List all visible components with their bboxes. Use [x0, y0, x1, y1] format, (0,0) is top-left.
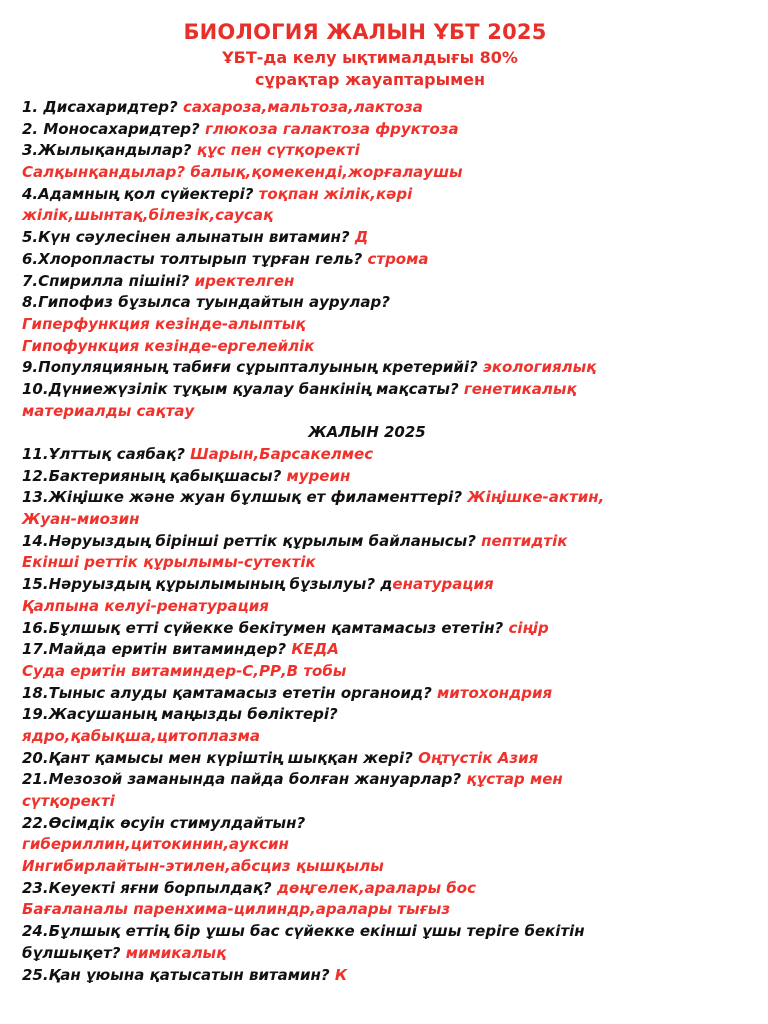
answer-text: мимикалық — [125, 943, 227, 962]
question-text: 5.Күн сәулесінен алынатын витамин? — [22, 228, 355, 247]
qa-line — [22, 357, 742, 379]
qa-line — [22, 791, 742, 813]
question-text: 3.Жылықандылар? — [22, 141, 197, 160]
qa-line — [22, 596, 742, 618]
answer-text: Бағаланалы паренхима-цилиндр,аралары тығыз — [22, 900, 451, 919]
qa-line — [22, 943, 742, 965]
qa-line — [22, 878, 742, 900]
answer-text: Жуан-миозин — [22, 510, 140, 529]
answer-text: Ингибирлайтын-этилен,абсциз қышқылы — [22, 857, 384, 876]
qa-line — [22, 487, 742, 509]
question-text: 22.Өсімдік өсуін стимулдайтын? — [22, 813, 306, 832]
qa-line — [22, 509, 742, 531]
qa-line — [22, 574, 742, 596]
qa-line — [22, 227, 742, 249]
qa-line — [22, 162, 742, 184]
answer-text: тоқпан жілік,кәрі — [258, 184, 413, 203]
answer-text: КЕДА — [291, 640, 339, 659]
section-title: ЖАЛЫН 2025 — [308, 423, 426, 442]
answer-text: Шарын,Барсакелмес — [190, 445, 374, 463]
qa-line — [22, 639, 742, 661]
document-title: БИОЛОГИЯ ЖАЛЫН ҰБТ 2025 — [183, 20, 547, 44]
qa-line — [22, 379, 742, 401]
qa-line — [22, 813, 742, 835]
qa-line — [22, 618, 742, 640]
question-text: 7.Спирилла пішіні? — [22, 271, 195, 290]
question-text: 19.Жасушаның маңызды бөліктері? — [22, 705, 338, 724]
answer-text: генетикалық — [463, 379, 577, 398]
answer-text: ядро,қабықша,цитоплазма — [22, 726, 260, 745]
qa-line — [22, 444, 742, 466]
answer-text: материалды сақтау — [22, 401, 195, 420]
question-text: 12.Бактерияның қабықшасы? — [22, 466, 287, 485]
question-text: 2. Моносахаридтер? — [22, 119, 205, 138]
qa-line — [22, 552, 742, 574]
answer-text: К — [334, 965, 348, 984]
question-text: 23.Кеуекті яғни борпылдақ? — [22, 878, 277, 897]
question-text: 1. Дисахаридтер? — [22, 98, 183, 116]
answer-text: Гипофункция кезінде-ергелейлік — [22, 336, 315, 355]
qa-line — [22, 856, 742, 878]
question-text: 15.Нәруыздың құрылымының бұзылуы? д — [22, 575, 393, 594]
answer-text: енатурация — [392, 575, 494, 594]
qa-line — [22, 531, 742, 553]
document-subtitle-probability: ҰБТ-да келу ықтималдығы 80% — [222, 48, 518, 67]
question-text: 24.Бұлшық еттің бір ұшы бас сүйекке екінші ұшы теріге бекітін — [22, 922, 585, 941]
qa-line — [22, 661, 742, 683]
qa-line — [22, 726, 742, 748]
qa-line — [22, 119, 742, 141]
question-text: 17.Майда еритін витаминдер? — [22, 640, 292, 659]
answer-text: Гиперфункция кезінде-алыптық — [22, 314, 306, 333]
qa-line — [22, 748, 742, 770]
answer-text: Суда еритін витаминдер-С,РР,В тобы — [22, 661, 347, 680]
question-text: 18.Тыныс алуды қамтамасыз ететін органоид? — [22, 683, 438, 702]
qa-line — [22, 336, 742, 358]
answer-text: глюкоза галактоза фруктоза — [204, 119, 459, 138]
question-text: 21.Мезозой заманында пайда болған жануарлар? — [22, 770, 467, 789]
document-subtitle-answers: сұрақтар жауаптарымен — [254, 70, 486, 89]
answer-text: муреин — [286, 466, 351, 485]
answer-text: жілік,шынтақ,білезік,саусақ — [22, 206, 274, 225]
question-text: 9.Популяцияның табиғи сұрыпталуының кретерийі? — [22, 358, 483, 377]
question-text: 16.Бұлшық етті сүйекке бекітумен қамтамасыз ететін? — [22, 618, 509, 637]
answer-text: дөңгелек,аралары бос — [276, 878, 476, 897]
answer-text: строма — [367, 249, 429, 268]
question-text: 10.Дүниежүзілік тұқым қуалау банкінің мақсаты? — [22, 379, 464, 398]
question-text: 13.Жіңішке және жуан бұлшық ет филаменттері? — [22, 488, 468, 507]
question-text: бұлшықет? — [22, 943, 126, 962]
question-text: 11.Ұлттық саябақ? — [22, 445, 191, 463]
answer-text: митохондрия — [437, 683, 553, 702]
qa-line — [22, 769, 742, 791]
answer-text: сахароза,мальтоза,лактоза — [182, 98, 423, 116]
qa-line — [22, 271, 742, 293]
qa-line — [22, 140, 742, 162]
question-text: 14.Нәруыздың бірінші реттік құрылым байланысы? — [22, 531, 482, 550]
qa-line — [22, 704, 742, 726]
answer-text: Оңтүстік Азия — [418, 748, 539, 767]
qa-line — [22, 899, 742, 921]
question-text: 6.Хлоропласты толтырып тұрған гель? — [22, 249, 368, 268]
qa-line — [22, 921, 742, 943]
answer-text: сүтқоректі — [22, 792, 115, 810]
answer-text: Қалпына келуі-ренатурация — [22, 596, 269, 615]
answer-text: Жіңішке-актин, — [467, 488, 605, 507]
qa-line — [22, 97, 742, 119]
qa-line — [22, 834, 742, 856]
qa-line — [22, 249, 742, 271]
qa-line — [22, 401, 742, 423]
qa-line — [22, 683, 742, 705]
question-answer-list — [22, 97, 742, 986]
answer-text: құстар мен — [466, 770, 563, 789]
answer-text: пептидтік — [481, 531, 568, 550]
answer-text: Д — [354, 228, 369, 247]
question-text: 20.Қант қамысы мен күріштің шыққан жері? — [22, 748, 419, 767]
answer-text: Екінші реттік құрылымы-сутектік — [22, 553, 316, 572]
answer-text: экологиялық — [482, 358, 597, 377]
question-text: 8.Гипофиз бұзылса туындайтын аурулар? — [22, 293, 390, 312]
qa-line — [22, 184, 742, 206]
answer-text: гибериллин,цитокинин,ауксин — [22, 835, 289, 854]
qa-line — [22, 292, 742, 314]
qa-line — [22, 205, 742, 227]
qa-line — [22, 314, 742, 336]
qa-line — [22, 965, 742, 987]
question-text: 25.Қан ұюына қатысатын витамин? — [22, 965, 335, 984]
question-text: 4.Адамның қол сүйектері? — [22, 184, 259, 203]
answer-text: иректелген — [194, 271, 295, 290]
answer-text: құс пен сүтқоректі — [196, 141, 360, 160]
qa-line — [22, 466, 742, 488]
answer-text: сіңір — [508, 618, 549, 637]
answer-text: Салқынқандылар? балық,қомекенді,жорғалаушы — [22, 163, 463, 182]
